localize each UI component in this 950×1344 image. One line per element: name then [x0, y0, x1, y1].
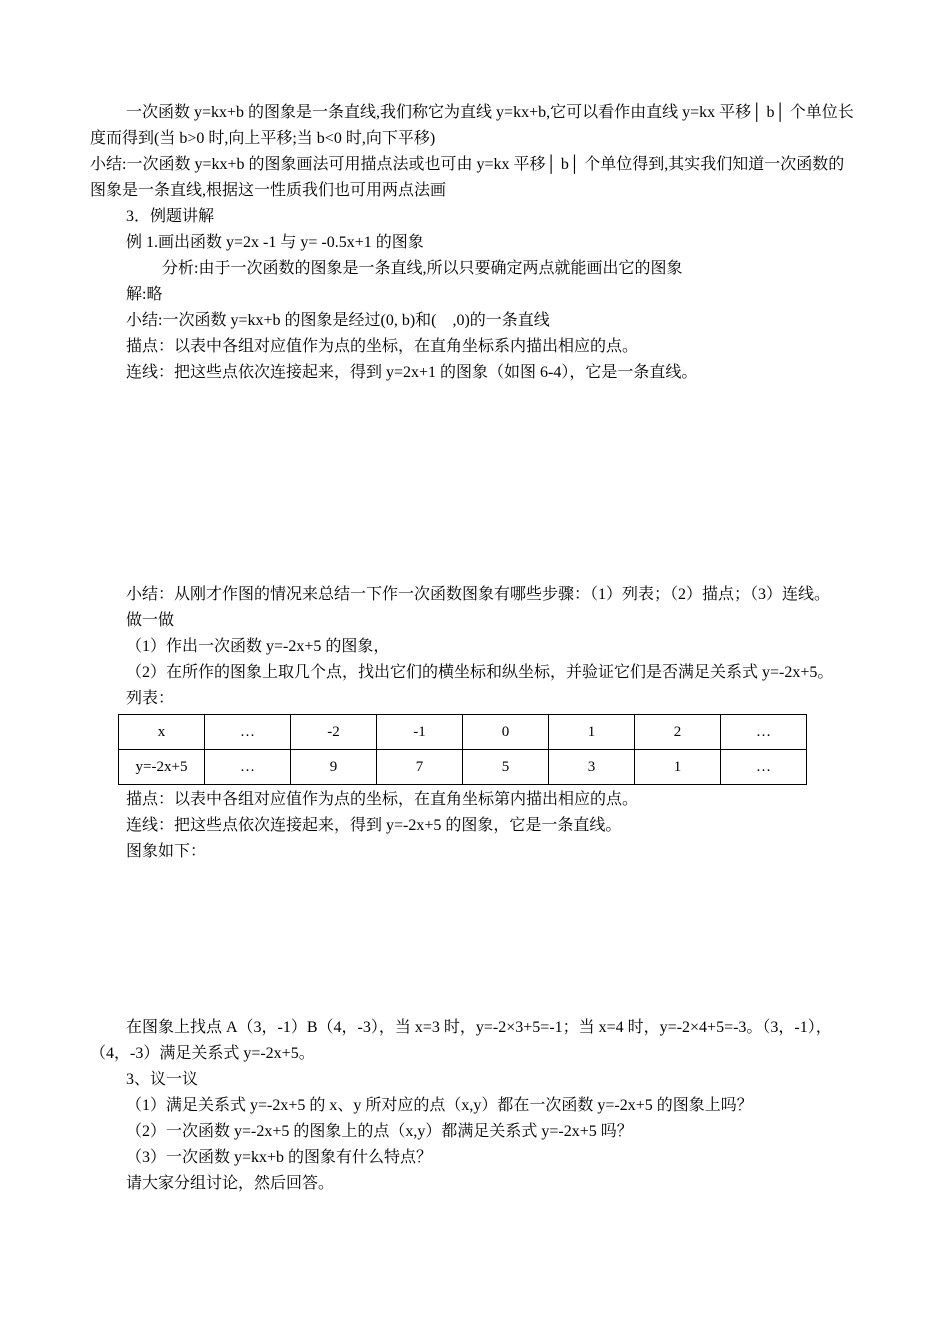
connect-points-step: 连线：把这些点依次连接起来，得到 y=2x+1 的图象（如图 6-4），它是一条直线。 [126, 364, 698, 381]
table-cell: … [205, 750, 291, 785]
graph-label: 图象如下： [126, 843, 207, 860]
task-2: （2）在所作的图象上取几个点，找出它们的横坐标和纵坐标，并验证它们是否满足关系式 y=-2x+5。 [126, 664, 834, 681]
table-cell: 2 [635, 715, 721, 750]
table-cell: 5 [463, 750, 549, 785]
question-3: （3）一次函数 y=kx+b 的图象有什么特点？ [126, 1149, 433, 1166]
plot-points-step-2: 描点：以表中各组对应值作为点的坐标，在直角坐标第内描出相应的点。 [126, 791, 639, 808]
discussion-instruction: 请大家分组讨论，然后回答。 [126, 1175, 335, 1192]
table-cell: 7 [377, 750, 463, 785]
table-cell: … [721, 750, 807, 785]
table-cell: … [205, 715, 291, 750]
verify-points: 在图象上找点 A（3，-1）B（4，-3），当 x=3 时，y=-2×3+5=-1；当 x=4 时，y=-2×4+5=-3。（3，-1），（4，-3）满足关系式 y=-2x+5。 [90, 1019, 832, 1062]
table-cell: x [119, 715, 205, 750]
section-heading-examples: 3．例题讲解 [126, 208, 215, 225]
values-table [118, 714, 807, 785]
solution: 解:略 [126, 286, 163, 303]
table-row [119, 750, 807, 785]
document-page [90, 100, 860, 1197]
plot-points-step: 描点：以表中各组对应值作为点的坐标，在直角坐标系内描出相应的点。 [126, 338, 639, 355]
paragraph-line-translation: 一次函数 y=kx+b 的图象是一条直线,我们称它为直线 y=kx+b,它可以看作由直线 y=kx 平移│ b│ 个单位长度而得到(当 b>0 时,向上平移;当 b<0 时,向下平移) [90, 104, 854, 147]
table-label: 列表： [126, 690, 175, 707]
question-1: （1）满足关系式 y=-2x+5 的 x、y 所对应的点（x,y）都在一次函数 y=-2x+5 的图象上吗？ [126, 1097, 753, 1114]
summary-two-points: 小结:一次函数 y=kx+b 的图象是经过(0, b)和( ,0)的一条直线 [126, 312, 550, 329]
table-cell: 1 [549, 715, 635, 750]
connect-points-step-2: 连线：把这些点依次连接起来，得到 y=-2x+5 的图象，它是一条直线。 [126, 817, 622, 834]
table-cell: 1 [635, 750, 721, 785]
figure-space [90, 386, 860, 582]
discuss-heading: 3、议一议 [126, 1071, 199, 1088]
question-2: （2）一次函数 y=-2x+5 的图象上的点（x,y）都满足关系式 y=-2x+5 吗？ [126, 1123, 633, 1140]
summary-steps: 小结：从刚才作图的情况来总结一下作一次函数图象有哪些步骤：（1）列表；（2）描点；（3）连线。 [126, 586, 831, 603]
table-row [119, 715, 807, 750]
table-cell: y=-2x+5 [119, 750, 205, 785]
task-1: （1）作出一次函数 y=-2x+5 的图象， [126, 638, 390, 655]
paragraph-summary-method: 小结:一次函数 y=kx+b 的图象画法可用描点法或也可由 y=kx 平移│ b│ 个单位得到,其实我们知道一次函数的图象是一条直线,根据这一性质我们也可用两点法画 [90, 156, 845, 199]
graph-space [90, 865, 860, 1015]
analysis: 分析:由于一次函数的图象是一条直线,所以只要确定两点就能画出它的图象 [162, 260, 683, 277]
try-it-heading: 做一做 [126, 612, 175, 629]
table-cell: -1 [377, 715, 463, 750]
table-cell: 3 [549, 750, 635, 785]
table-cell: … [721, 715, 807, 750]
table-cell: 0 [463, 715, 549, 750]
table-cell: 9 [291, 750, 377, 785]
example-1: 例 1.画出函数 y=2x -1 与 y= -0.5x+1 的图象 [126, 234, 424, 251]
table-cell: -2 [291, 715, 377, 750]
